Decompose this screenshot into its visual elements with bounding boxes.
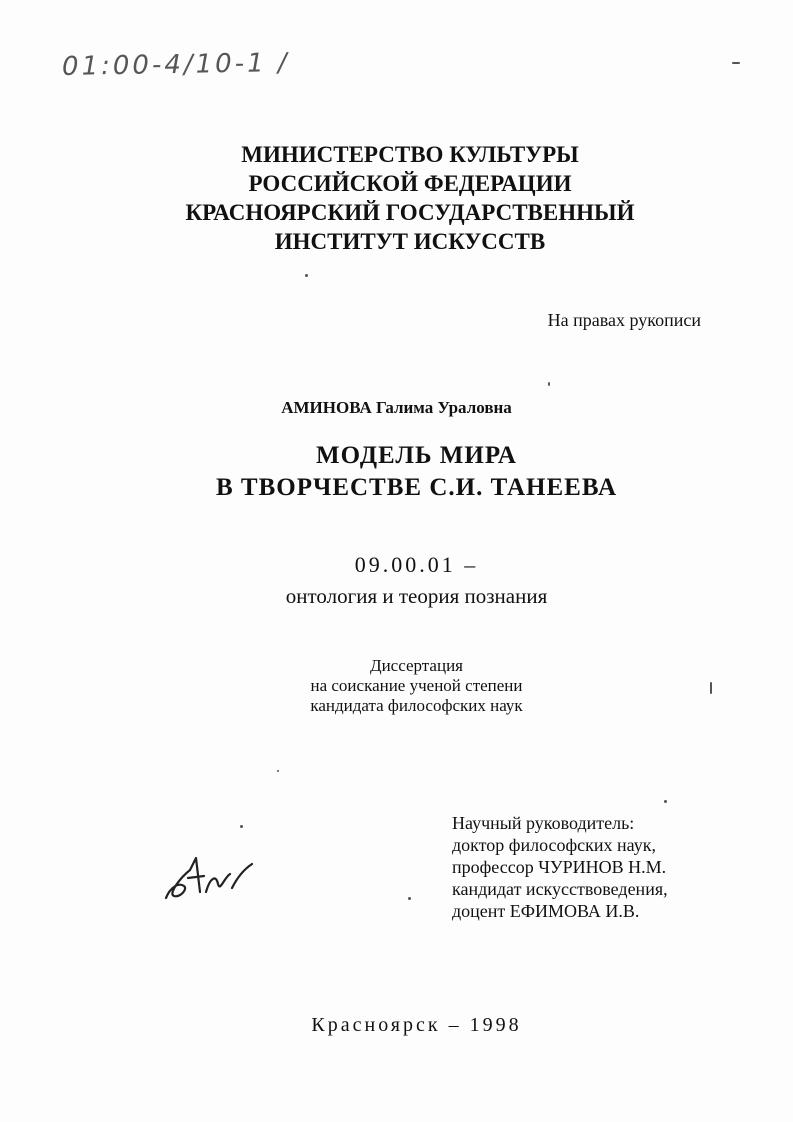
degree-line: кандидата философских наук — [310, 696, 523, 715]
handwritten-signature-icon — [160, 848, 256, 910]
scan-speck — [277, 770, 279, 772]
supervisor-line: профессор ЧУРИНОВ Н.М. — [452, 857, 667, 877]
title-line: В ТВОРЧЕСТВЕ С.И. ТАНЕЕВА — [215, 474, 618, 501]
ministry-line: ИНСТИТУТ ИСКУССТВ — [274, 229, 546, 254]
dissertation-title — [0, 440, 793, 504]
scan-speck — [240, 825, 243, 828]
archive-stamp: 01:00-4/10-1 / — [61, 48, 290, 82]
ministry-line: МИНИСТЕРСТВО КУЛЬТУРЫ — [241, 142, 579, 167]
author-name — [0, 398, 793, 418]
supervisor-line: доцент ЕФИМОВА И.В. — [452, 901, 640, 921]
place-and-year: Красноярск – 1998 — [311, 1014, 522, 1036]
scan-speck — [664, 800, 667, 803]
title-line: МОДЕЛЬ МИРА — [316, 442, 517, 469]
supervisor-line: Научный руководитель: — [452, 813, 635, 833]
specialty-code: 09.00.01 – — [354, 552, 479, 577]
author-surname: АМИНОВА — [281, 398, 372, 417]
supervisor-line: кандидат искусствоведения, — [452, 879, 668, 899]
scan-speck — [732, 62, 740, 64]
degree-line: Диссертация — [369, 656, 463, 675]
ministry-line: РОССИЙСКОЙ ФЕДЕРАЦИИ — [248, 171, 572, 196]
degree-statement — [0, 656, 793, 716]
scan-speck — [305, 274, 308, 277]
supervisor-block — [452, 812, 668, 922]
ministry-line: КРАСНОЯРСКИЙ ГОСУДАРСТВЕННЫЙ — [185, 200, 635, 225]
scan-speck — [710, 682, 712, 694]
scan-speck — [548, 382, 550, 386]
degree-line: на соискание ученой степени — [310, 676, 523, 695]
scan-speck — [408, 897, 411, 900]
manuscript-note: На правах рукописи — [547, 310, 701, 330]
ministry-header — [150, 140, 670, 256]
specialty-name: онтология и теория познания — [285, 584, 548, 608]
supervisor-line: доктор философских наук, — [452, 835, 656, 855]
author-given-name: Галима Ураловна — [376, 398, 512, 417]
